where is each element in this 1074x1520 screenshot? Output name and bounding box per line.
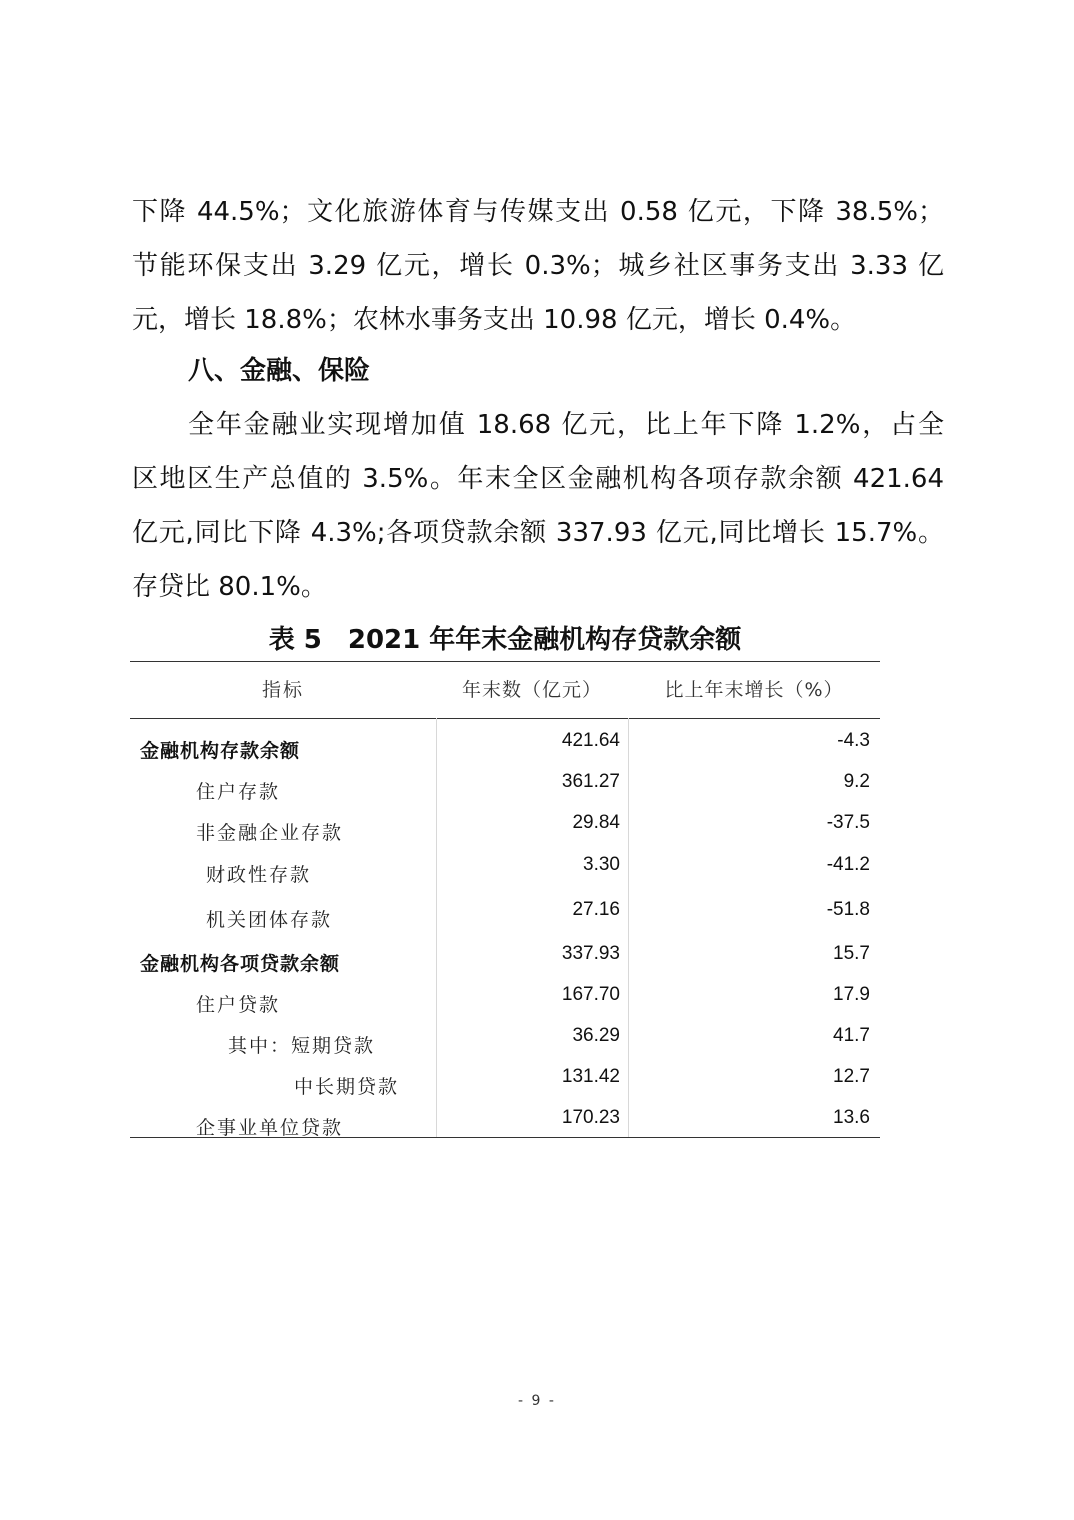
row-label: 金融机构各项贷款余额 (140, 953, 341, 975)
row-growth: -4.3 (837, 730, 870, 751)
table-row (130, 853, 880, 893)
row-value: 29.84 (572, 812, 620, 833)
table-row (130, 898, 880, 938)
table-row (130, 983, 880, 1023)
paragraph-line: 全年金融业实现增加值 18.68 亿元，比上年下降 1.2%，占全 (188, 410, 944, 440)
row-value: 167.70 (561, 984, 620, 1005)
paragraph-fiscal-expenditure (132, 185, 944, 347)
row-label: 非金融企业存款 (196, 822, 344, 844)
row-growth: 41.7 (833, 1025, 870, 1046)
table-row (130, 1106, 880, 1146)
row-growth: 9.2 (843, 771, 870, 792)
table-top-rule (130, 661, 880, 662)
paragraph-finance (132, 398, 944, 614)
row-label: 中长期贷款 (294, 1076, 400, 1098)
section-heading: 八、金融、保险 (188, 356, 371, 386)
row-growth: -37.5 (826, 812, 870, 833)
paragraph-line: 区地区生产总值的 3.5%。年末全区金融机构各项存款余额 421.64 (132, 464, 944, 494)
row-label: 住户存款 (196, 781, 281, 803)
table-row (130, 1024, 880, 1064)
row-label: 机关团体存款 (206, 909, 333, 931)
table-row (130, 1065, 880, 1105)
row-label: 金融机构存款余额 (140, 740, 301, 762)
table-header-rule (130, 718, 880, 719)
row-value: 131.42 (561, 1066, 620, 1087)
row-value: 36.29 (572, 1025, 620, 1046)
row-value: 3.30 (583, 854, 620, 875)
table-row (130, 942, 880, 982)
paragraph-line: 下降 44.5%；文化旅游体育与传媒支出 0.58 亿元，下降 38.5%； (132, 197, 944, 227)
row-value: 421.64 (561, 730, 620, 751)
row-growth: -41.2 (826, 854, 870, 875)
header-indicator: 指标 (261, 679, 304, 701)
table-row (130, 811, 880, 851)
row-label: 企事业单位贷款 (196, 1117, 344, 1139)
paragraph-line: 亿元,同比下降 4.3%;各项贷款余额 337.93 亿元,同比增长 15.7%。 (132, 518, 944, 548)
table-bottom-rule (130, 1137, 880, 1138)
paragraph-line: 存贷比 80.1%。 (132, 572, 327, 602)
row-label: 财政性存款 (206, 864, 312, 886)
row-growth: 15.7 (833, 943, 870, 964)
header-year-end-value: 年末数（亿元） (461, 679, 602, 701)
row-value: 170.23 (561, 1107, 620, 1128)
row-growth: 12.7 (833, 1066, 870, 1087)
row-value: 27.16 (572, 899, 620, 920)
row-growth: 17.9 (833, 984, 870, 1005)
row-value: 361.27 (561, 771, 620, 792)
header-growth: 比上年末增长（%） (664, 679, 844, 701)
table-row (130, 729, 880, 769)
paragraph-line: 元，增长 18.8%；农林水事务支出 10.98 亿元，增长 0.4%。 (132, 305, 857, 335)
table-row (130, 770, 880, 810)
row-value: 337.93 (561, 943, 620, 964)
row-label: 住户贷款 (196, 994, 281, 1016)
page-number: - 9 - (518, 1393, 556, 1409)
table-title: 表 5 2021 年年末金融机构存贷款余额 (268, 625, 742, 655)
row-growth: 13.6 (833, 1107, 870, 1128)
row-growth: -51.8 (826, 899, 870, 920)
row-label: 其中：短期贷款 (228, 1035, 376, 1057)
paragraph-line: 节能环保支出 3.29 亿元，增长 0.3%；城乡社区事务支出 3.33 亿 (132, 251, 944, 281)
